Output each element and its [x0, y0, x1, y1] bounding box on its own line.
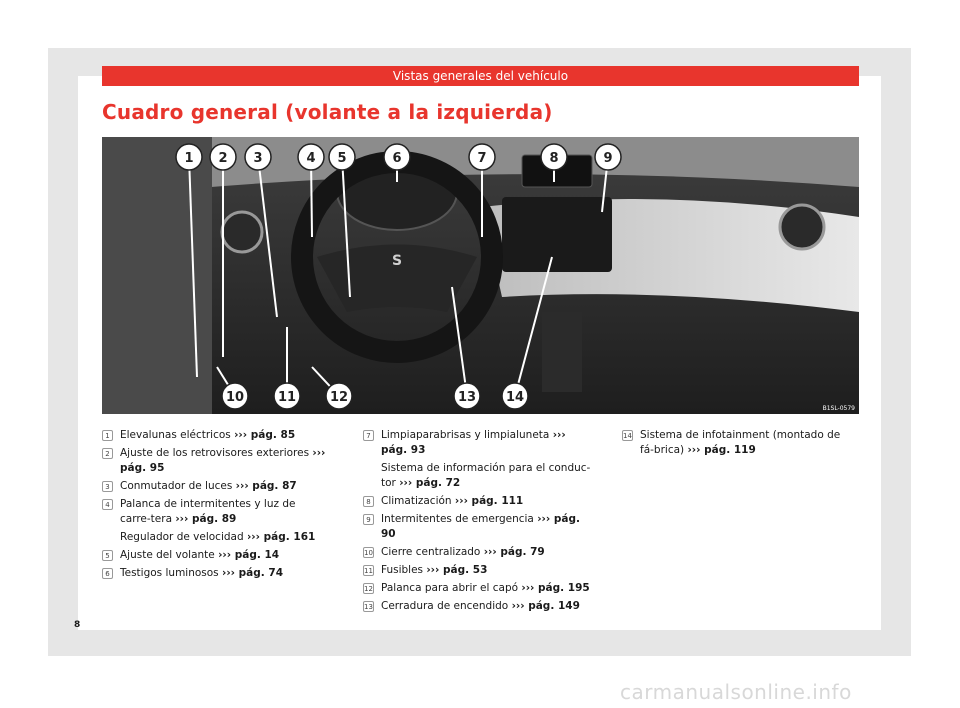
callout-number: 6	[392, 151, 402, 166]
callout-number: 13	[457, 390, 477, 405]
legend-item	[363, 512, 595, 542]
watermark: carmanualsonline.info	[620, 680, 852, 704]
callout-number: 7	[477, 151, 487, 166]
page-number: 8	[74, 620, 81, 630]
page-reference-link[interactable]: ››› pág. 85	[234, 429, 296, 441]
legend-text: Ajuste del volante	[120, 549, 219, 561]
page-reference-link[interactable]: ››› pág. 111	[454, 495, 524, 507]
legend-text: Intermitentes de emergencia	[381, 513, 538, 525]
callout-number: 2	[218, 151, 228, 166]
legend-item	[622, 428, 857, 458]
legend-number-badge: 4	[102, 499, 113, 510]
door-panel	[102, 137, 212, 414]
callout-number: 3	[253, 151, 263, 166]
legend-item	[363, 428, 595, 458]
legend-number-badge: 1	[102, 430, 113, 441]
legend-item	[363, 494, 595, 509]
legend-column-2	[363, 428, 595, 617]
page-reference-link[interactable]: ››› pág. 14	[218, 549, 280, 561]
legend-text: Palanca para abrir el capó	[381, 582, 522, 594]
legend-item	[102, 446, 327, 476]
page-reference-link[interactable]: ››› pág. 93	[381, 429, 566, 456]
page-reference-link[interactable]: ››› pág. 87	[235, 480, 297, 492]
callout-number: 5	[337, 151, 347, 166]
gear-shifter-area	[542, 312, 582, 392]
legend-text: Conmutador de luces	[120, 480, 236, 492]
legend-subitem-text: Sistema de información para el conduc-tor	[381, 462, 591, 489]
legend-text: Fusibles	[381, 564, 427, 576]
steering-logo: S	[391, 253, 403, 269]
legend-item	[363, 599, 595, 614]
legend-column-1	[102, 428, 327, 584]
legend-item	[102, 548, 327, 563]
callout-number: 9	[603, 151, 613, 166]
page-reference-link[interactable]: ››› pág. 195	[521, 582, 590, 594]
legend-item	[363, 545, 595, 560]
legend-text: Elevalunas eléctricos	[120, 429, 235, 441]
dashboard-figure	[102, 137, 859, 414]
legend-text: Palanca de intermitentes y luz de carre-tera	[120, 498, 296, 525]
legend-number-badge: 8	[363, 496, 374, 507]
page-reference-link[interactable]: ››› pág. 149	[511, 600, 580, 612]
legend-number-badge: 3	[102, 481, 113, 492]
legend-number-badge: 11	[364, 567, 373, 575]
legend-text: Limpiaparabrisas y limpialuneta	[381, 429, 553, 441]
legend-item	[102, 428, 327, 443]
legend-item	[363, 581, 595, 596]
legend-number-badge: 2	[102, 448, 113, 459]
legend-item	[102, 479, 327, 494]
figure-code: B1SL-0579	[822, 405, 855, 412]
callout-number: 10	[225, 390, 245, 405]
legend-text: Cerradura de encendido	[381, 600, 512, 612]
legend-number-badge: 10	[364, 549, 373, 557]
legend-text: Testigos luminosos	[120, 567, 222, 579]
legend-text: Ajuste de los retrovisores exteriores	[120, 447, 313, 459]
callout-number: 11	[277, 390, 297, 405]
callout-number: 8	[549, 151, 559, 166]
legend-item	[102, 497, 327, 527]
legend-column-3	[622, 428, 857, 461]
legend-subitem	[102, 530, 327, 545]
page-reference-link[interactable]: ››› pág. 119	[687, 444, 756, 456]
legend-number-badge: 12	[364, 585, 373, 593]
page-title: Cuadro general (volante a la izquierda)	[102, 100, 553, 124]
legend-text: Climatización	[381, 495, 455, 507]
legend-number-badge: 6	[102, 568, 113, 579]
callout-number: 1	[184, 151, 194, 166]
legend-number-badge: 13	[364, 603, 373, 611]
center-console	[502, 197, 612, 272]
section-header-bar: Vistas generales del vehículo	[102, 66, 859, 86]
left-air-vent	[222, 212, 262, 252]
legend-item	[363, 563, 595, 578]
callout-number: 4	[306, 151, 316, 166]
legend-number-badge: 14	[623, 432, 632, 440]
legend-number-badge: 9	[363, 514, 374, 525]
page-reference-link[interactable]: ››› pág. 89	[175, 513, 237, 525]
right-air-vent	[780, 205, 824, 249]
page-reference-link[interactable]: ››› pág. 79	[483, 546, 545, 558]
callout-number: 12	[329, 390, 349, 405]
legend-number-badge: 7	[363, 430, 374, 441]
page-reference-link[interactable]: ››› pág. 90	[381, 513, 580, 540]
legend-item	[102, 566, 327, 581]
legend-number-badge: 5	[102, 550, 113, 561]
legend-subitem-text: Regulador de velocidad	[120, 531, 247, 543]
page-reference-link[interactable]: ››› pág. 95	[120, 447, 326, 474]
page-reference-link[interactable]: ››› pág. 74	[222, 567, 284, 579]
legend-text: Sistema de infotainment (montado de fá-brica)	[640, 429, 841, 456]
page-reference-link[interactable]: ››› pág. 72	[399, 477, 461, 489]
callout-number: 14	[505, 390, 525, 405]
legend-subitem	[363, 461, 595, 491]
page-reference-link[interactable]: ››› pág. 161	[246, 531, 316, 543]
dashboard-illustration	[102, 137, 859, 414]
page-reference-link[interactable]: ››› pág. 53	[426, 564, 488, 576]
legend-text: Cierre centralizado	[381, 546, 484, 558]
